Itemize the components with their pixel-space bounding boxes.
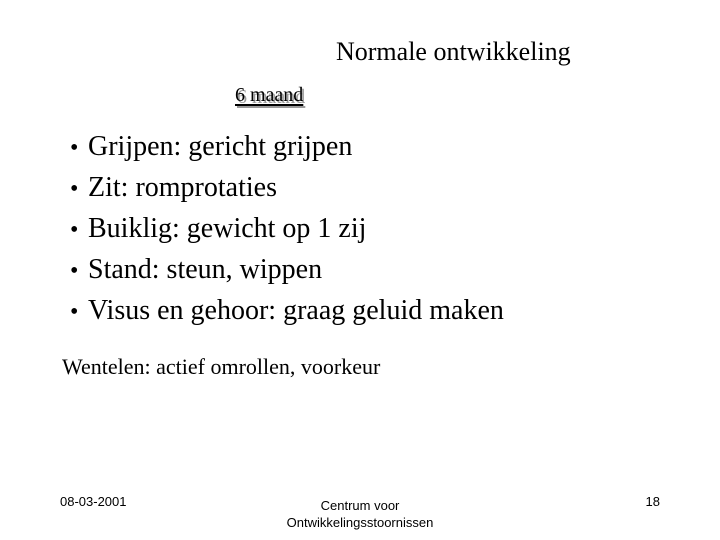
slide-subtitle: 6 maand xyxy=(235,84,304,106)
bullet-item xyxy=(70,249,504,290)
bullet-icon: • xyxy=(70,135,79,161)
slide-title: Normale ontwikkeling xyxy=(336,37,571,66)
bullet-icon: • xyxy=(70,176,79,202)
bullet-list xyxy=(70,126,504,331)
note-text: Wentelen: actief omrollen, voorkeur xyxy=(62,354,381,379)
bullet-text: Stand: steun, wippen xyxy=(88,254,323,285)
bullet-text: Grijpen: gericht grijpen xyxy=(88,131,353,162)
bullet-icon: • xyxy=(70,217,79,243)
bullet-icon: • xyxy=(70,299,79,325)
footer-date: 08-03-2001 xyxy=(60,494,127,509)
bullet-item xyxy=(70,290,504,331)
footer-organization-line1: Centrum voor xyxy=(320,498,400,513)
bullet-item xyxy=(70,126,504,167)
bullet-text: Visus en gehoor: graag geluid maken xyxy=(88,295,504,326)
footer-organization xyxy=(270,497,450,531)
bullet-item xyxy=(70,167,504,208)
page-number: 18 xyxy=(645,494,660,509)
bullet-text: Zit: romprotaties xyxy=(88,172,277,203)
bullet-text: Buiklig: gewicht op 1 zij xyxy=(88,213,367,244)
bullet-icon: • xyxy=(70,258,79,284)
footer-organization-line2: Ontwikkelingsstoornissen xyxy=(286,515,434,530)
bullet-item xyxy=(70,208,504,249)
